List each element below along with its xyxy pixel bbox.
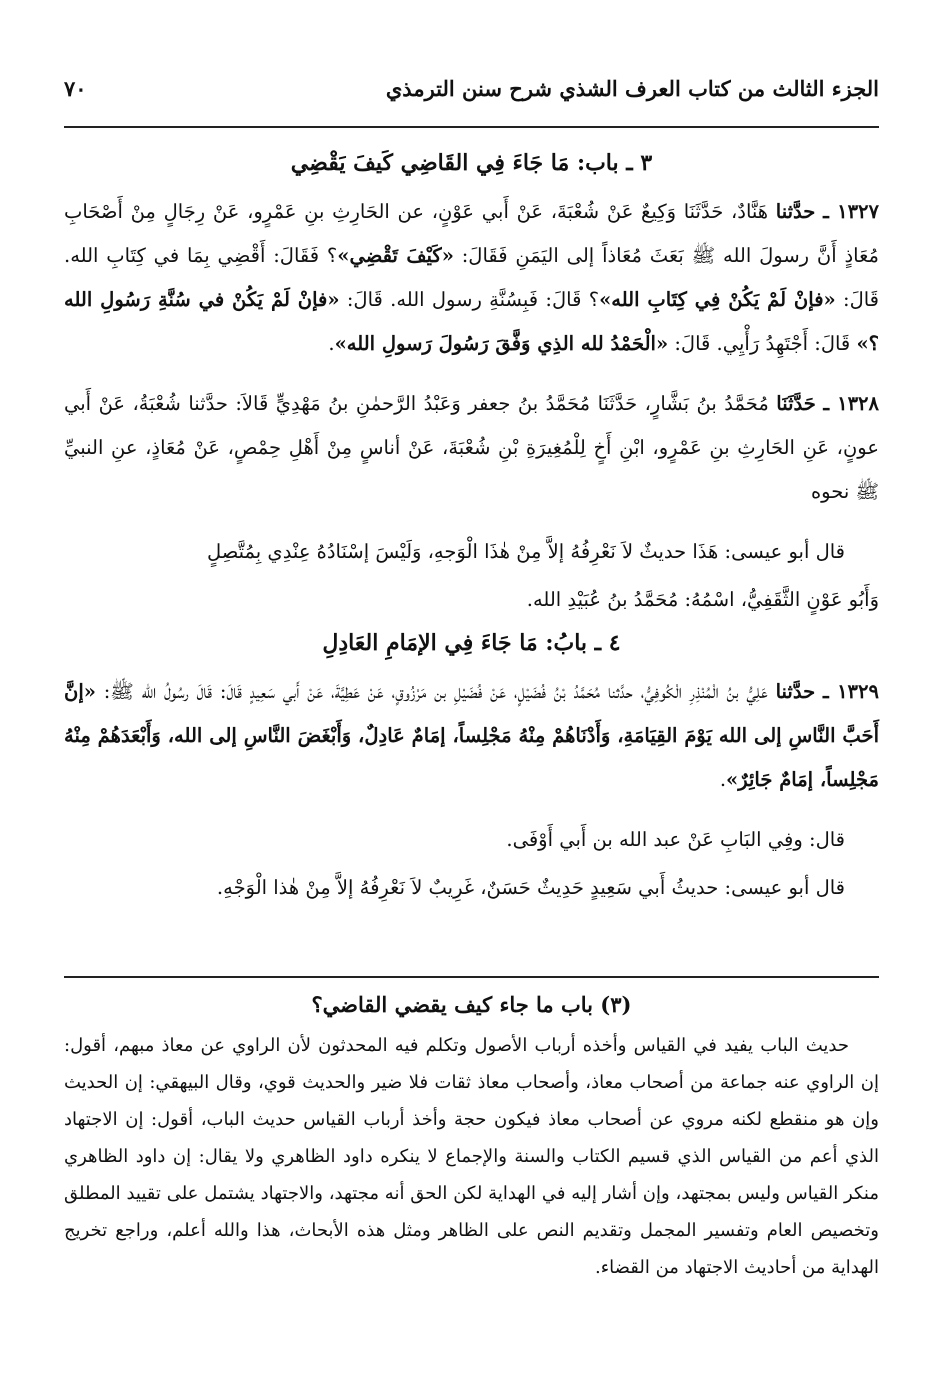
note-1328-line-2: وَأَبُو عَوْنٍ الثَّقَفِيُّ، اسْمُهُ: مُحَمَّدُ بنُ عُبَيْدِ الله. [526,588,879,611]
commentary-text: حديث الباب يفيد في القياس وأخذه أرباب الأصول وتكلم فيه المحدثون لأن الراوي عن معاذ مبهم، أقول: إن الراوي عنه جماعة من أصحاب معاذ، وأصحاب معاذ ثقات فلا ضير والحديث قوي، وقال البيهقي: إن الحديث وإن هو منقطع لكنه مروي عن أصحاب معاذ فيكون حجة وأخذ أرباب القياس حديث الباب، أقول: إن الاجتهاد الذي أعم من القياس الذي قسيم الكتاب والسنة والإجماع لا ينكره داود الظاهري ولا يقال: إن داود الظاهري منكر القياس وليس بمجتهد، وإن أشار إليه في الهداية لكن الحق أنه مجتهد، والاجتهاد يشتمل على تقييد المطلق وتخصيص العام وتفسير المجمل وتقديم النص على الظاهر ومثل هذه الأبحاث، هذا والله أعلم، وراجع تخريج الهداية من أحاديث الاجتهاد من القضاء. [64,1035,879,1278]
hadith-text: ؟ قَالَ: فَبِسُنَّةِ رسول الله. قَالَ: [339,288,600,311]
header-divider [64,126,879,128]
chapter-3-title: ٣ ـ باب: مَا جَاءَ فِي القَاضِي كَيفَ يَقْضِي [290,150,653,176]
note-1328-line-1: قال أبو عيسى: هَذَا حديثٌ لاَ نَعْرِفُهُ إلاَّ مِنْ هٰذَا الْوَجهِ، وَلَيْسَ إسْنَادُهُ عِنْدِي بِمُتَّصِلٍ [206,540,845,563]
hadith-text: هَنَّادٌ، حَدَّثَنَا وَكِيعٌ عَنْ شُعْبَةَ، عَنْ أَبي عَوْنٍ، عن الحَارِثِ بنِ عَمْرٍو، عَنْ رِجَالٍ مِنْ أَصْحَابِ مُعَاذٍ أَنَّ رسولَ الله ﷺ بَعَثَ مُعَاذاً إلى اليَمَنِ فَقَالَ: [64,200,879,267]
hadith-1327 [64,190,879,366]
hadith-number: ١٣٢٨ ـ [823,392,879,415]
hadith-text: عَلِيُّ بنُ الْمُنْذِرِ الْكُوفِيُّ، حدَّثنا مُحَمَّدُ بْنُ فُضَيْلٍ، عَنْ فُضَيْلِ بن مَرْزُوقٍ، عَنْ عَطِيَّةَ، عَنْ أَبي سَعِيدٍ قَالَ: قَالَ رسُولُ الله ﷺ: [95,680,776,703]
page-header [64,76,879,101]
note-1329-line-1: قال: وفِي البَابِ عَنْ عبد الله بن أَبي أَوْفَى. [506,828,845,851]
prophet-quote: «إنَّ أَحَبَّ النَّاسِ إلى الله يَوْمَ القِيَامَةِ، وَأَدْنَاهُمْ مِنْهُ مَجْلِساً، إمَامٌ عَادِلٌ، وَأَبْغَضَ النَّاسِ إلى الله، وَأَبْعَدَهُمْ مِنْهُ مَجْلِساً، إمَامٌ جَائِرٌ» [64,680,879,791]
main-text [64,142,879,914]
hadith-number: ١٣٢٧ ـ [823,200,879,223]
running-title: الجزء الثالث من كتاب العرف الشذي شرح سنن الترمذي [385,76,879,101]
hadith-text: مُحَمَّدُ بنُ بَشَّارٍ، حَدَّثَنَا مُحَمَّدُ بنُ جعفر وَعَبْدُ الرَّحمٰنِ بنُ مَهْدِيٍّ قَالاَ: حدَّثنا شُعْبَةُ، عَنْ أَبي عونٍ، عَنِ الحَارِثِ بنِ عَمْرٍو، ابْنِ أَخٍ لِلْمُغِيرَةِ بْنِ شُعْبَةَ، عَنْ أناسٍ مِنْ أَهْلِ حِمْصٍ، عَنْ مُعَاذٍ، عنِ النبيِّ ﷺ نحوه [64,392,879,503]
hadith-lead: حَدَّثَنَا [776,392,816,415]
hadith-text: . [719,768,727,791]
note-1329-line-2: قال أبو عيسى: حديثُ أَبي سَعِيدٍ حَدِيثٌ حَسَنٌ، غَرِيبٌ لاَ نَعْرِفُهُ إلاَّ مِنْ هٰذا الْوَجْهِ. [216,876,845,899]
hadith-number: ١٣٢٩ ـ [822,680,879,703]
commentary-section [64,992,879,1286]
hadith-1329 [64,670,879,802]
hadith-lead: حدَّثنا [775,200,816,223]
page-number: ٧٠ [64,76,87,101]
hadith-text: قَالَ: أَجْتَهِدُ رَأْيِي. قَالَ: [668,332,857,355]
commentary-title: (٣) باب ما جاء كيف يقضي القاضي؟ [311,992,632,1017]
hadith-text: ؟ فَقَالَ: أَقْضِي بِمَا في كِتَابِ الله. قَالَ: [64,244,879,311]
prophet-quote: «كَيْفَ تَقْضِي» [337,244,454,267]
hadith-1328 [64,382,879,514]
prophet-quote: «فإنْ لَمْ يَكُنْ فِي كِتَابِ الله» [599,288,836,311]
prophet-quote: «فإنْ لَمْ يَكُنْ في سُنَّةِ رَسُولِ الله ؟» [64,288,879,355]
chapter-4-title: ٤ ـ بابُ: مَا جَاءَ فِي الإمَامِ العَادِلِ [322,630,621,656]
hadith-text: . [328,332,335,355]
hadith-lead: حدَّثنا [775,680,816,703]
prophet-quote: «الْحَمْدُ لله الذِي وَفَّقَ رَسُولَ رَسولِ الله» [334,332,669,355]
commentary-divider [64,976,879,978]
